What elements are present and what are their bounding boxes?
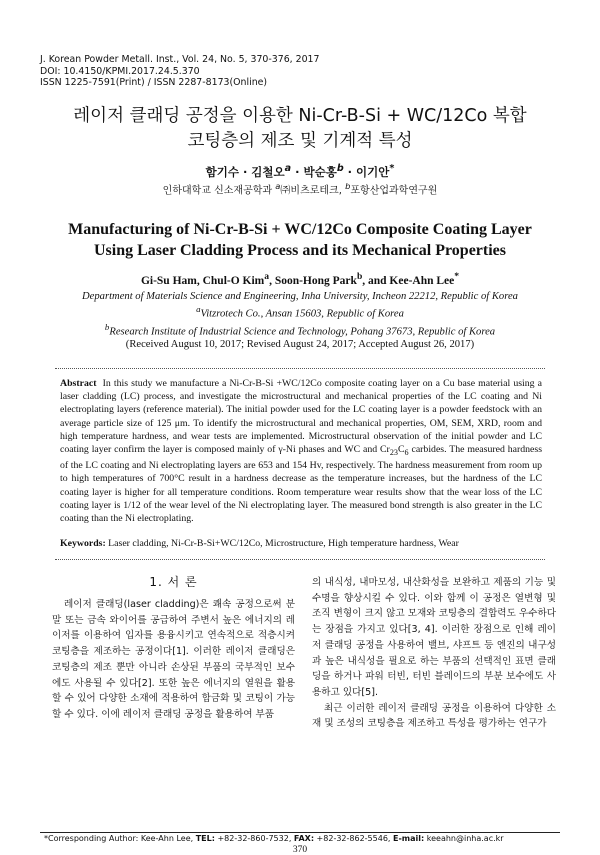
body-column-right: [312, 575, 556, 732]
english-title-line2: Using Laser Cladding Process and its Mechanical Properties: [94, 242, 506, 259]
english-author-sup-a: a: [264, 271, 270, 282]
footnote-fax: +82-32-862-5546,: [314, 834, 393, 843]
english-author-4: , and Kee-Ahn Lee: [362, 274, 455, 287]
keywords: [60, 538, 542, 549]
footnote-email-label: E-mail:: [393, 834, 425, 843]
english-author-star: *: [454, 271, 460, 282]
korean-title-line2: 코팅층의 제조 및 기계적 특성: [187, 131, 413, 151]
journal-citation: J. Korean Powder Metall. Inst., Vol. 24, No. 5, 370-376, 2017: [40, 54, 320, 65]
footnote-fax-label: FAX:: [293, 834, 315, 843]
korean-author-sup-b: b: [336, 163, 344, 174]
affiliation-rist: [0, 321, 600, 339]
abstract-text-1: In this study we manufacture a Ni-Cr-B-Si +WC/12Co composite coating layer on a Cu base material using a laser cladding (LC) process, and investigate the microstructural and mechanical properties of the LC coating and Ni electroplating layers (reference material). The initial powder used for the LC coating layer is a powder feedstock with an average particle size of 125 μm. To identify the microstructural and mechanical properties, OM, SEM, XRD, room and high temperature hardness, and wear tests are implemented. Microstructural observation of the initial powder and LC coating layer confirm the layer is composed mainly of γ-Ni phases and WC and Cr: [60, 378, 542, 456]
english-author-3: , Soon-Hong Park: [269, 274, 357, 287]
affiliation-vitzrotech: [0, 303, 600, 321]
english-author-1-2: Gi-Su Ham, Chul-O Kim: [140, 274, 265, 287]
korean-title-line1: 레이저 클래딩 공정을 이용한 Ni-Cr-B-Si + WC/12Co 복합: [73, 106, 527, 126]
keywords-label: Keywords:: [60, 538, 106, 549]
korean-affil-3: 포항산업과학연구원: [350, 185, 438, 197]
korean-authors: [0, 163, 600, 180]
abstract: [60, 377, 542, 525]
korean-author-3: · 박순홍: [291, 164, 337, 179]
journal-header: [40, 54, 320, 89]
english-title-line1: Manufacturing of Ni-Cr-B-Si + WC/12Co Composite Coating Layer: [68, 221, 532, 238]
korean-affiliation: [0, 181, 600, 196]
keywords-text: Laser cladding, Ni-Cr-B-Si+WC/12Co, Microstructure, High temperature hardness, Wear: [108, 538, 459, 549]
abstract-label: Abstract: [60, 378, 97, 389]
abstract-sub-23: 23: [389, 447, 398, 457]
abstract-bottom-divider: [55, 559, 545, 560]
abstract-text-3: carbides. The measured hardness of the LC coating and Ni electroplating layers are 653 and 154 Hv, respectively. The hardness measurement from room up to high temperatures of 700°C result in a hardness decrease as the temperature increases, but the hardness of the LC coating layer is higher for all temperature conditions. Room temperature wear results show that the wear loss of the LC coating layer is 1/12 of the wear level of the Ni electroplating layer. The measured bond strength is also greater in the LC coating than the Ni electroplating.: [60, 444, 543, 524]
affil-sup-a: a: [196, 304, 201, 314]
body-column-left: [52, 597, 295, 723]
english-authors: [0, 271, 600, 287]
abstract-sub-6: 6: [404, 447, 409, 457]
korean-title: [0, 104, 600, 154]
corresponding-author-footnote: [44, 834, 504, 843]
body-paragraph-3: 최근 이러한 레이저 클래딩 공정을 이용하여 다양한 소재 및 조성의 코팅층을 제조하고 특성을 평가하는 연구가: [312, 702, 556, 730]
korean-author-sup-a: a: [284, 163, 292, 174]
journal-doi: DOI: 10.4150/KPMI.2017.24.5.370: [40, 65, 200, 77]
page-number: 370: [292, 845, 308, 855]
affil-text-b: Research Institute of Industrial Science and Technology, Pohang 37673, Republic of Korea: [109, 326, 496, 338]
english-author-sup-b: b: [356, 271, 363, 282]
korean-affil-2: ㈜비츠로테크,: [280, 185, 346, 197]
abstract-top-divider: [55, 368, 545, 369]
english-title: [0, 219, 600, 261]
body-paragraph-1: 레이저 클래딩(laser cladding)은 쾌속 공정으로써 분말 또는 금속 와이어를 공급하여 주변서 높은 에너지의 레이저를 이용하여 입자를 용융시키고 연속적으로 적층시켜 코팅층을 제조하는 공정이다[1]. 이러한 레이저 클래딩은 코팅층의 제조 뿐만 아니라 손상된 부품의 국부적인 보수에도 사용될 수 있다[2]. 또한 높은 에너지의 열원을 활용할 수 있어 다양한 소재에 적용하여 합금화 및 코팅이 가능할 수 있다. 이에 레이저 클래딩 공정을 활용하여 부품: [52, 599, 295, 720]
korean-affil-sup-a: a: [275, 181, 281, 191]
korean-author-1-2: 함기수 · 김철오: [205, 164, 285, 179]
korean-affil-sup-b: b: [345, 181, 351, 191]
korean-affil-1: 인하대학교 신소재공학과: [162, 185, 276, 197]
journal-issn: ISSN 1225-7591(Print) / ISSN 2287-8173(Online): [40, 77, 268, 89]
korean-author-4: · 이기안: [343, 164, 390, 179]
received-dates: (Received August 10, 2017; Revised August 24, 2017; Accepted August 26, 2017): [125, 339, 475, 351]
abstract-text-2: C: [397, 444, 405, 456]
english-affiliations: [0, 290, 600, 351]
footnote-prefix: *Corresponding Author: Kee-Ahn Lee,: [44, 834, 196, 843]
korean-author-star: *: [389, 163, 395, 174]
affil-sup-b: b: [104, 321, 110, 332]
section-title-introduction: 1. 서 론: [149, 575, 198, 589]
footnote-email: keeahn@inha.ac.kr: [424, 834, 504, 843]
footnote-tel: +82-32-860-7532,: [214, 834, 294, 843]
affiliation-inha: Department of Materials Science and Engineering, Inha University, Incheon 22212, Republic of Korea: [82, 291, 518, 302]
body-paragraph-2: 의 내식성, 내마모성, 내산화성을 보완하고 제품의 기능 및 수명을 향상시킬 수 있다. 이와 함께 이 공정은 열변형 및 조직 변형이 크지 않고 모재와 코팅층의 결합력도 우수하다는 장점을 가지고 있다[3, 4]. 이러한 장점으로 인해 레이저 클래딩 공정을 사용하여 밸브, 샤프트 등 엔진의 내구성과 높은 내식성을 필요로 하는 부품의 선택적인 표면 클래딩을 하거나 파워 터빈, 터빈 블레이드의 부분 보수에도 사용하고 있다[5].: [312, 577, 556, 698]
affil-text-a: Vitzrotech Co., Ansan 15603, Republic of Korea: [200, 308, 404, 320]
footnote-divider: [40, 832, 560, 833]
footnote-tel-label: TEL:: [195, 834, 215, 843]
